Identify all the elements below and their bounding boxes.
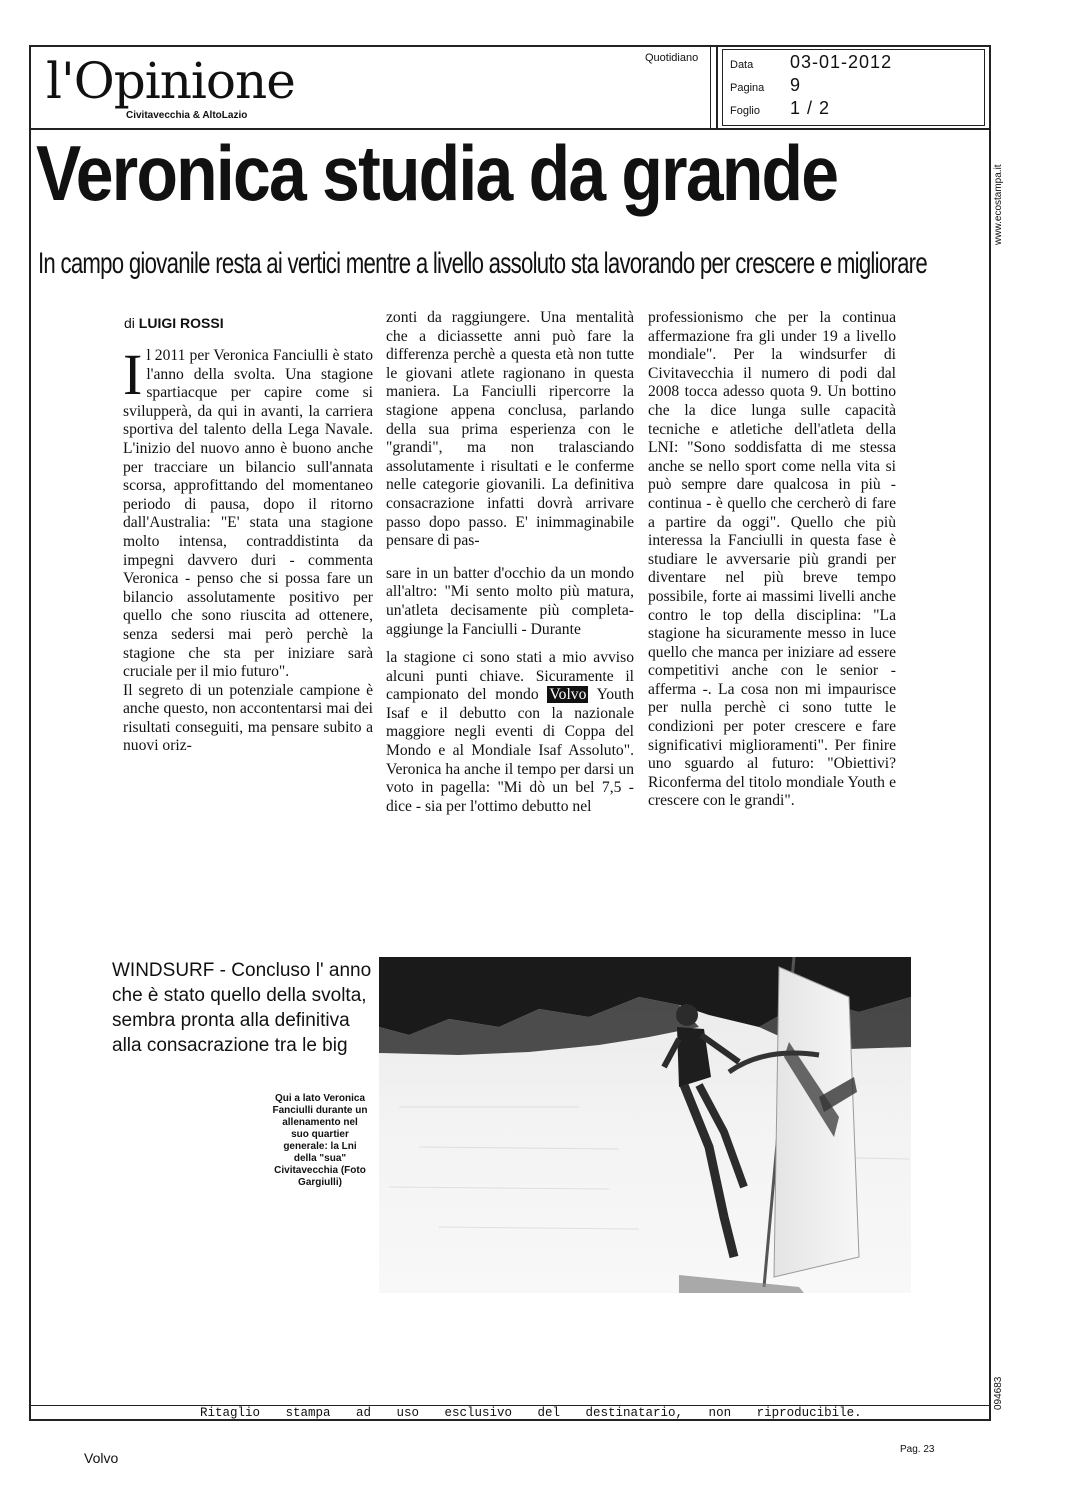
side-url-text: www.ecostampa.it (993, 164, 1004, 245)
byline-prefix: di (124, 315, 135, 331)
meta-pagina-row (730, 75, 801, 96)
caption-kicker: WINDSURF (112, 960, 215, 981)
byline-author: LUIGI ROSSI (138, 315, 224, 331)
data-label: Data (730, 59, 754, 71)
photo-caption: Qui a lato Veronica Fanciulli durante un allenamento nel suo quartier generale: la Lni della "sua" Civitavecchia (Foto Gargiulli) (272, 1093, 368, 1188)
headline: Veronica studia da grande (36, 129, 838, 217)
column-1-paragraph-2: Il segreto di un potenziale campione è anche questo, non accontentarsi mai dei risultati conseguiti, ma pensare subito a nuovi oriz- (123, 681, 373, 755)
side-code (993, 1368, 1013, 1413)
feature-caption (112, 958, 372, 1058)
byline (124, 315, 224, 331)
pagina-value: 9 (790, 75, 802, 95)
publication-type: Quotidiano (645, 52, 699, 64)
data-value: 03-01-2012 (790, 52, 893, 72)
foglio-value: 1 / 2 (790, 98, 831, 118)
column-2-paragraph-3a: la stagione ci sono stati a mio avviso alcuni punti chiave. Sicuramente il campionato del mondo (386, 649, 634, 704)
meta-divider (710, 47, 711, 128)
article-column-1 (123, 342, 373, 756)
column-1-paragraph-1: l 2011 per Veronica Fanciulli è stato l'anno della svolta. Una stagione spartiacque per capire come si svilupperà, da qui in avanti, la carriera sportiva del talento della Lega Navale. L'inizio del nuovo anno è buono anche per tracciare un bilancio sull'annata scorsa, approfittando del momentaneo periodo di pausa, dopo il ritorno dall'Australia: "E' stata una stagione molto intensa, contraddistinta da impegni davvero duri - commenta Veronica - penso che si possa fare un bilancio assolutamente positivo per quello che sono riuscita ad ottenere, senza sedersi mai però perchè la stagione che sta per iniziare sarà cruciale per il mio futuro". (123, 347, 373, 681)
article-column-2 (386, 309, 634, 816)
brand-label: Volvo (84, 1450, 119, 1466)
foglio-label: Foglio (730, 105, 760, 117)
edition-label: Civitavecchia & AltoLazio (126, 110, 248, 121)
newspaper-logo: l'Opinione (46, 52, 295, 110)
column-2-paragraph-3b: Youth Isaf e il debutto con la nazionale maggiore negli eventi di Coppa del Mondo e al Mondiale Isaf Assoluto". Veronica ha anche il tempo per darsi un voto in pagella: "Mi dò un bel 7,5 - dice - sia per l'ottimo debutto nel (386, 686, 634, 815)
meta-data-row (730, 52, 892, 73)
copyright-note: Ritaglio stampa ad uso esclusivo del destinatario, non riproducibile. (200, 1406, 862, 1420)
pagina-label: Pagina (730, 82, 765, 94)
meta-foglio-row (730, 98, 830, 119)
drop-cap: I (123, 342, 143, 407)
windsurf-photo (379, 957, 911, 1293)
side-code-text: 094683 (993, 1376, 1004, 1410)
side-url (993, 145, 1013, 245)
column-2-paragraph-2: sare in un batter d'occhio da un mondo all'altro: "Mi sento molto più matura, un'atleta decisamente più completa- aggiunge la Fanciulli - Durante (386, 564, 634, 638)
article-column-3 (648, 309, 896, 811)
masthead (46, 50, 346, 128)
subhead: In campo giovanile resta ai vertici mentre a livello assoluto sta lavorando per crescere e migliorare (38, 247, 927, 280)
page-number: Pag. 23 (900, 1444, 935, 1455)
caption-text: - Concluso l' anno che è stato quello della svolta, sembra pronta alla definitiva alla consacrazione tra le big (112, 960, 372, 1056)
column-3-paragraph: professionismo che per la continua affermazione fra gli under 19 a livello mondiale". Per la windsurfer di Civitavecchia il numero di podi dal 2008 tocca adesso quota 9. Un bottino che la dice lunga sulle capacità tecniche e atletiche dell'atleta della LNI: "Sono soddisfatta di me stessa anche se nello sport come nella vita si può sempre dare qualcosa in più - continua - è quello che cercherò di fare a partire da oggi". Quello che più interessa la Fanciulli in questa fase è studiare le avversarie più grandi per diventare nel più breve tempo possibile, forte ai massimi livelli anche contro le top della disciplina: "La stagione ha sicuramente messo in luce quello che manca per iniziare ad essere competitivi anche con le senior - afferma -. La cosa non mi impaurisce per nulla perchè ci sono tutte le condizioni per poter crescere e fare significativi miglioramenti". Per finire uno sguardo al futuro: "Obiettivi? Riconferma del titolo mondiale Youth e crescere con le grandi". (648, 309, 896, 810)
column-2-paragraph-1: zonti da raggiungere. Una mentalità che a diciassette anni può fare la differenza perchè a questa età non tutte le giovani atlete ragionano in questa maniera. La Fanciulli ripercorre la stagione appena conclusa, parlando della sua prima esperienza con le "grandi", ma non tralasciando assolutamente i risultati e le conferme nelle categorie giovanili. La definitiva consacrazione infatti dovrà arrivare passo dopo passo. E' inimmaginabile pensare di pas- (386, 309, 634, 550)
highlighted-keyword: Volvo (549, 686, 587, 704)
